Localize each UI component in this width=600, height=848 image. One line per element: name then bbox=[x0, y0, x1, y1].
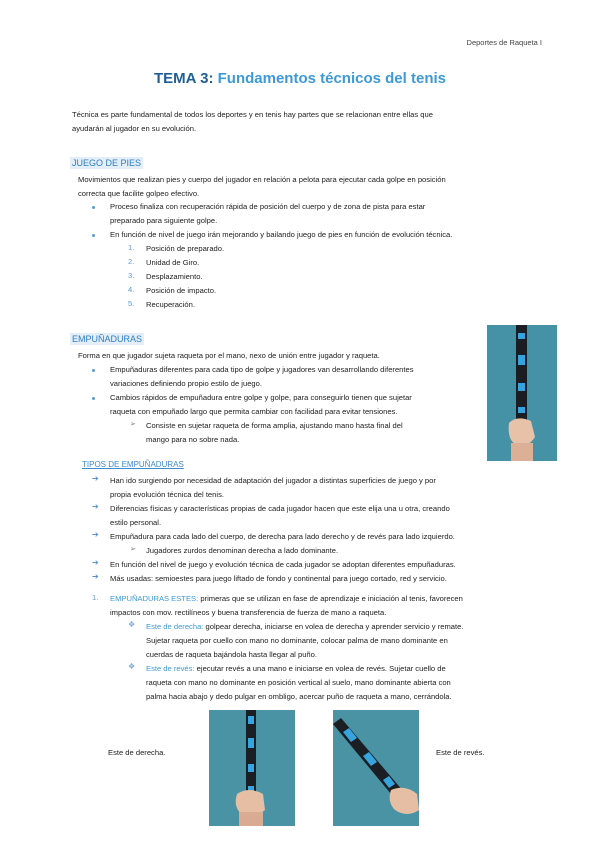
bullet-dot bbox=[92, 397, 95, 400]
step-text: Unidad de Giro. bbox=[146, 258, 200, 267]
chevron-bullet-icon: ➢ bbox=[130, 546, 136, 553]
emp-bullet-2a: Cambios rápidos de empuñadura entre golpe y golpe, para conseguirlo tienen que sujetar bbox=[110, 393, 412, 402]
juego-text-2: correcta que facilite golpeo efectivo. bbox=[78, 189, 200, 198]
tipos-a3: Empuñadura para cada lado del cuerpo, de derecha para lado derecho y de revés para lado izquierdo. bbox=[110, 532, 455, 541]
arrow-bullet-icon: ➔ bbox=[92, 502, 99, 511]
tipos-a1a: Han ido surgiendo por necesidad de adaptación del jugador a distintas superficies de juego y por bbox=[110, 476, 436, 485]
arrow-bullet-icon: ➔ bbox=[92, 558, 99, 567]
emp-bullet-2b: raqueta con empuñado largo que permita cambiar con facilidad para evitar tensiones. bbox=[110, 407, 398, 416]
step-text: Posición de impacto. bbox=[146, 286, 217, 295]
arrow-bullet-icon: ➔ bbox=[92, 474, 99, 483]
tipos-a2a: Diferencias físicas y características propias de cada jugador hacen que este elija una u otra, creando bbox=[110, 504, 450, 513]
tipos-a2b: estilo personal. bbox=[110, 518, 162, 527]
juego-bullet-1a: Proceso finaliza con recuperación rápida de posición del cuerpo y de zona de pista para estar bbox=[110, 202, 426, 211]
estes-line-1 bbox=[110, 592, 463, 606]
page-title bbox=[0, 70, 600, 87]
step-text: Desplazamiento. bbox=[146, 272, 203, 281]
emp-sub-b: mango para no sobre nada. bbox=[146, 435, 240, 444]
estes-number: 1. bbox=[92, 593, 99, 602]
derecha-line-1 bbox=[146, 620, 463, 634]
intro-line-1: Técnica es parte fundamental de todos los deportes y en tenis hay partes que se relacionan entre ellas que bbox=[72, 110, 433, 119]
emp-sub-a: Consiste en sujetar raqueta de forma amplia, ajustando mano hasta final del bbox=[146, 421, 403, 430]
emp-bullet-1a: Empuñaduras diferentes para cada tipo de golpe y jugadores van desarrollando diferentes bbox=[110, 365, 414, 374]
estes-text-1: primeras que se utilizan en fase de aprendizaje e iniciación al tenis, favorecen bbox=[198, 594, 463, 603]
bullet-dot bbox=[92, 369, 95, 372]
chevron-bullet-icon: ➢ bbox=[130, 421, 136, 428]
bullet-dot bbox=[92, 206, 95, 209]
step-number: 3. bbox=[128, 271, 135, 280]
tipos-a5: Más usadas: semioestes para juego liftado de fondo y continental para juego cortado, red y servicio. bbox=[110, 574, 447, 583]
juego-text-1: Movimientos que realizan pies y cuerpo del jugador en relación a pelota para ejecutar cada golpe en posición bbox=[78, 175, 446, 184]
header-course: Deportes de Raqueta I bbox=[466, 38, 542, 47]
reves-text-3: palma hacia abajo y dedo pulgar en ombligo, acercar puño de raqueta a mano, cerrándola. bbox=[146, 692, 452, 701]
photo-este-derecha bbox=[209, 710, 295, 826]
estes-text-2: impactos con mov. rectilíneos y buena transferencia de fuerza de mano a raqueta. bbox=[110, 608, 387, 617]
intro-line-2: ayudarán al jugador en su evolución. bbox=[72, 124, 197, 133]
caption-derecha: Este de derecha. bbox=[108, 748, 166, 757]
juego-bullet-1b: preparado para siguiente golpe. bbox=[110, 216, 218, 225]
tipos-a3-sub: Jugadores zurdos denominan derecha a lado dominante. bbox=[146, 546, 339, 555]
diamond-bullet-icon: ❖ bbox=[128, 662, 136, 671]
diamond-bullet-icon: ❖ bbox=[128, 620, 136, 629]
racket-reves-illustration bbox=[333, 710, 419, 826]
step-text: Posición de preparado. bbox=[146, 244, 225, 253]
tipos-a4: En función del nivel de juego y evolución técnica de cada jugador se adoptan diferentes empuñaduras. bbox=[110, 560, 456, 569]
racket-grip-illustration bbox=[487, 325, 557, 461]
arrow-bullet-icon: ➔ bbox=[92, 530, 99, 539]
step-number: 2. bbox=[128, 257, 135, 266]
title-main: Fundamentos técnicos del tenis bbox=[213, 70, 446, 87]
reves-text-1: ejecutar revés a una mano e iniciarse en volea de revés. Sujetar cuello de bbox=[194, 664, 446, 673]
section-heading-juego: JUEGO DE PIES bbox=[72, 158, 142, 168]
caption-reves: Este de revés. bbox=[436, 748, 485, 757]
derecha-text-2: Sujetar raqueta por cuello con mano no dominante, colocar palma de mano dominante en bbox=[146, 636, 448, 645]
photo-este-reves bbox=[333, 710, 419, 826]
derecha-label: Este de derecha: bbox=[146, 622, 204, 631]
tipos-a1b: propia evolución técnica del tenis. bbox=[110, 490, 224, 499]
racket-derecha-illustration bbox=[209, 710, 295, 826]
reves-label: Este de revés: bbox=[146, 664, 195, 673]
step-number: 5. bbox=[128, 299, 135, 308]
grip-photo bbox=[487, 325, 557, 461]
derecha-text-1: golpear derecha, iniciarse en volea de derecha y aprender servicio y remate. bbox=[203, 622, 464, 631]
bullet-dot bbox=[92, 234, 95, 237]
step-number: 4. bbox=[128, 285, 135, 294]
reves-line-1 bbox=[146, 662, 446, 676]
subsection-heading-tipos: TIPOS DE EMPUÑADURAS bbox=[82, 460, 184, 469]
step-text: Recuperación. bbox=[146, 300, 195, 309]
reves-text-2: raqueta con mano no dominante en posición vertical al suelo, mano dominante abierta con bbox=[146, 678, 451, 687]
emp-bullet-1b: variaciones definiendo propio estilo de juego. bbox=[110, 379, 262, 388]
title-prefix: TEMA 3: bbox=[154, 70, 214, 87]
step-number: 1. bbox=[128, 243, 135, 252]
estes-label: EMPUÑADURAS ESTES: bbox=[110, 594, 199, 603]
derecha-text-3: cuerdas de raqueta bajándola hasta llegar al puño. bbox=[146, 650, 317, 659]
juego-bullet-2: En función de nivel de juego irán mejorando y bailando juego de pies en función de evolución técnica. bbox=[110, 230, 453, 239]
arrow-bullet-icon: ➔ bbox=[92, 572, 99, 581]
section-heading-empunaduras: EMPUÑADURAS bbox=[72, 334, 143, 344]
emp-definition: Forma en que jugador sujeta raqueta por el mano, nexo de unión entre jugador y raqueta. bbox=[78, 351, 380, 360]
